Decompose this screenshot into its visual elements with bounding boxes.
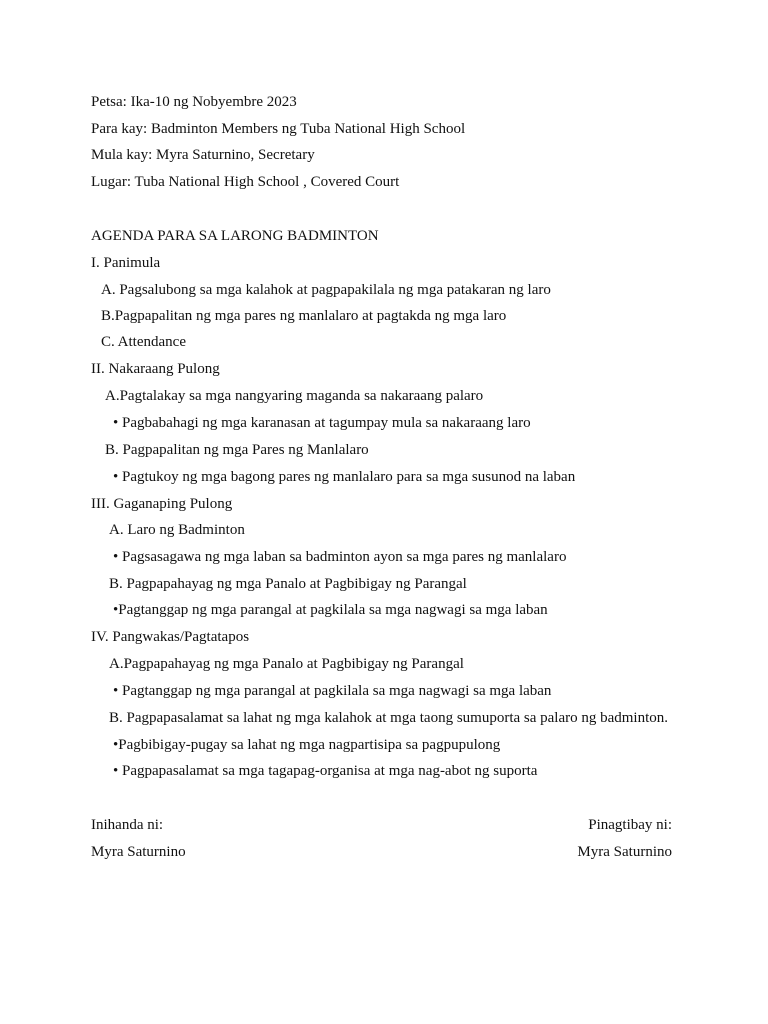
memo-from: Mula kay: Myra Saturnino, Secretary [91, 147, 315, 163]
agenda-title: AGENDA PARA SA LARONG BADMINTON [91, 228, 379, 244]
agenda-item-4b: B. Pagpapasalamat sa lahat ng mga kalahok at mga taong sumuporta sa palaro ng badminton. [109, 710, 669, 726]
agenda-bullet-2a: • Pagbabahagi ng mga karanasan at tagumpay mula sa nakaraang laro [113, 415, 531, 431]
agenda-bullet-3a: • Pagsasagawa ng mga laban sa badminton ayon sa mga pares ng manlalaro [113, 549, 567, 565]
section-heading-4: IV. Pangwakas/Pagtatapos [91, 629, 250, 645]
agenda-bullet-4b-2: • Pagpapasalamat sa mga tagapag-organisa at mga nag-abot ng suporta [113, 763, 538, 779]
memo-venue: Lugar: Tuba National High School , Covered Court [91, 174, 400, 190]
section-heading-1: I. Panimula [91, 255, 161, 271]
agenda-item-3a: A. Laro ng Badminton [109, 522, 245, 538]
memo-date: Petsa: Ika-10 ng Nobyembre 2023 [91, 94, 297, 110]
agenda-bullet-4a: • Pagtanggap ng mga parangal at pagkilala sa mga nagwagi sa mga laban [113, 683, 552, 699]
section-heading-2: II. Nakaraang Pulong [91, 361, 220, 377]
approved-by-name: Myra Saturnino [577, 844, 672, 860]
approved-by-label: Pinagtibay ni: [588, 817, 672, 833]
memo-to: Para kay: Badminton Members ng Tuba National High School [91, 121, 466, 137]
prepared-by-label: Inihanda ni: [91, 817, 164, 833]
agenda-item-1b: B.Pagpapalitan ng mga pares ng manlalaro at pagtakda ng mga laro [101, 308, 507, 324]
prepared-by-name: Myra Saturnino [91, 844, 186, 860]
agenda-item-4a: A.Pagpapahayag ng mga Panalo at Pagbibigay ng Parangal [109, 656, 464, 672]
agenda-bullet-3b: •Pagtanggap ng mga parangal at pagkilala sa mga nagwagi sa mga laban [113, 602, 548, 618]
agenda-bullet-4b-1: •Pagbibigay-pugay sa lahat ng mga nagpartisipa sa pagpupulong [113, 737, 501, 753]
agenda-item-3b: B. Pagpapahayag ng mga Panalo at Pagbibigay ng Parangal [109, 576, 467, 592]
agenda-item-2b: B. Pagpapalitan ng mga Pares ng Manlalaro [105, 442, 369, 458]
agenda-item-1a: A. Pagsalubong sa mga kalahok at pagpapakilala ng mga patakaran ng laro [101, 282, 551, 298]
section-heading-3: III. Gaganaping Pulong [91, 496, 233, 512]
agenda-item-2a: A.Pagtalakay sa mga nangyaring maganda sa nakaraang palaro [105, 388, 484, 404]
agenda-item-1c: C. Attendance [101, 334, 186, 350]
agenda-bullet-2b: • Pagtukoy ng mga bagong pares ng manlalaro para sa mga susunod na laban [113, 469, 576, 485]
